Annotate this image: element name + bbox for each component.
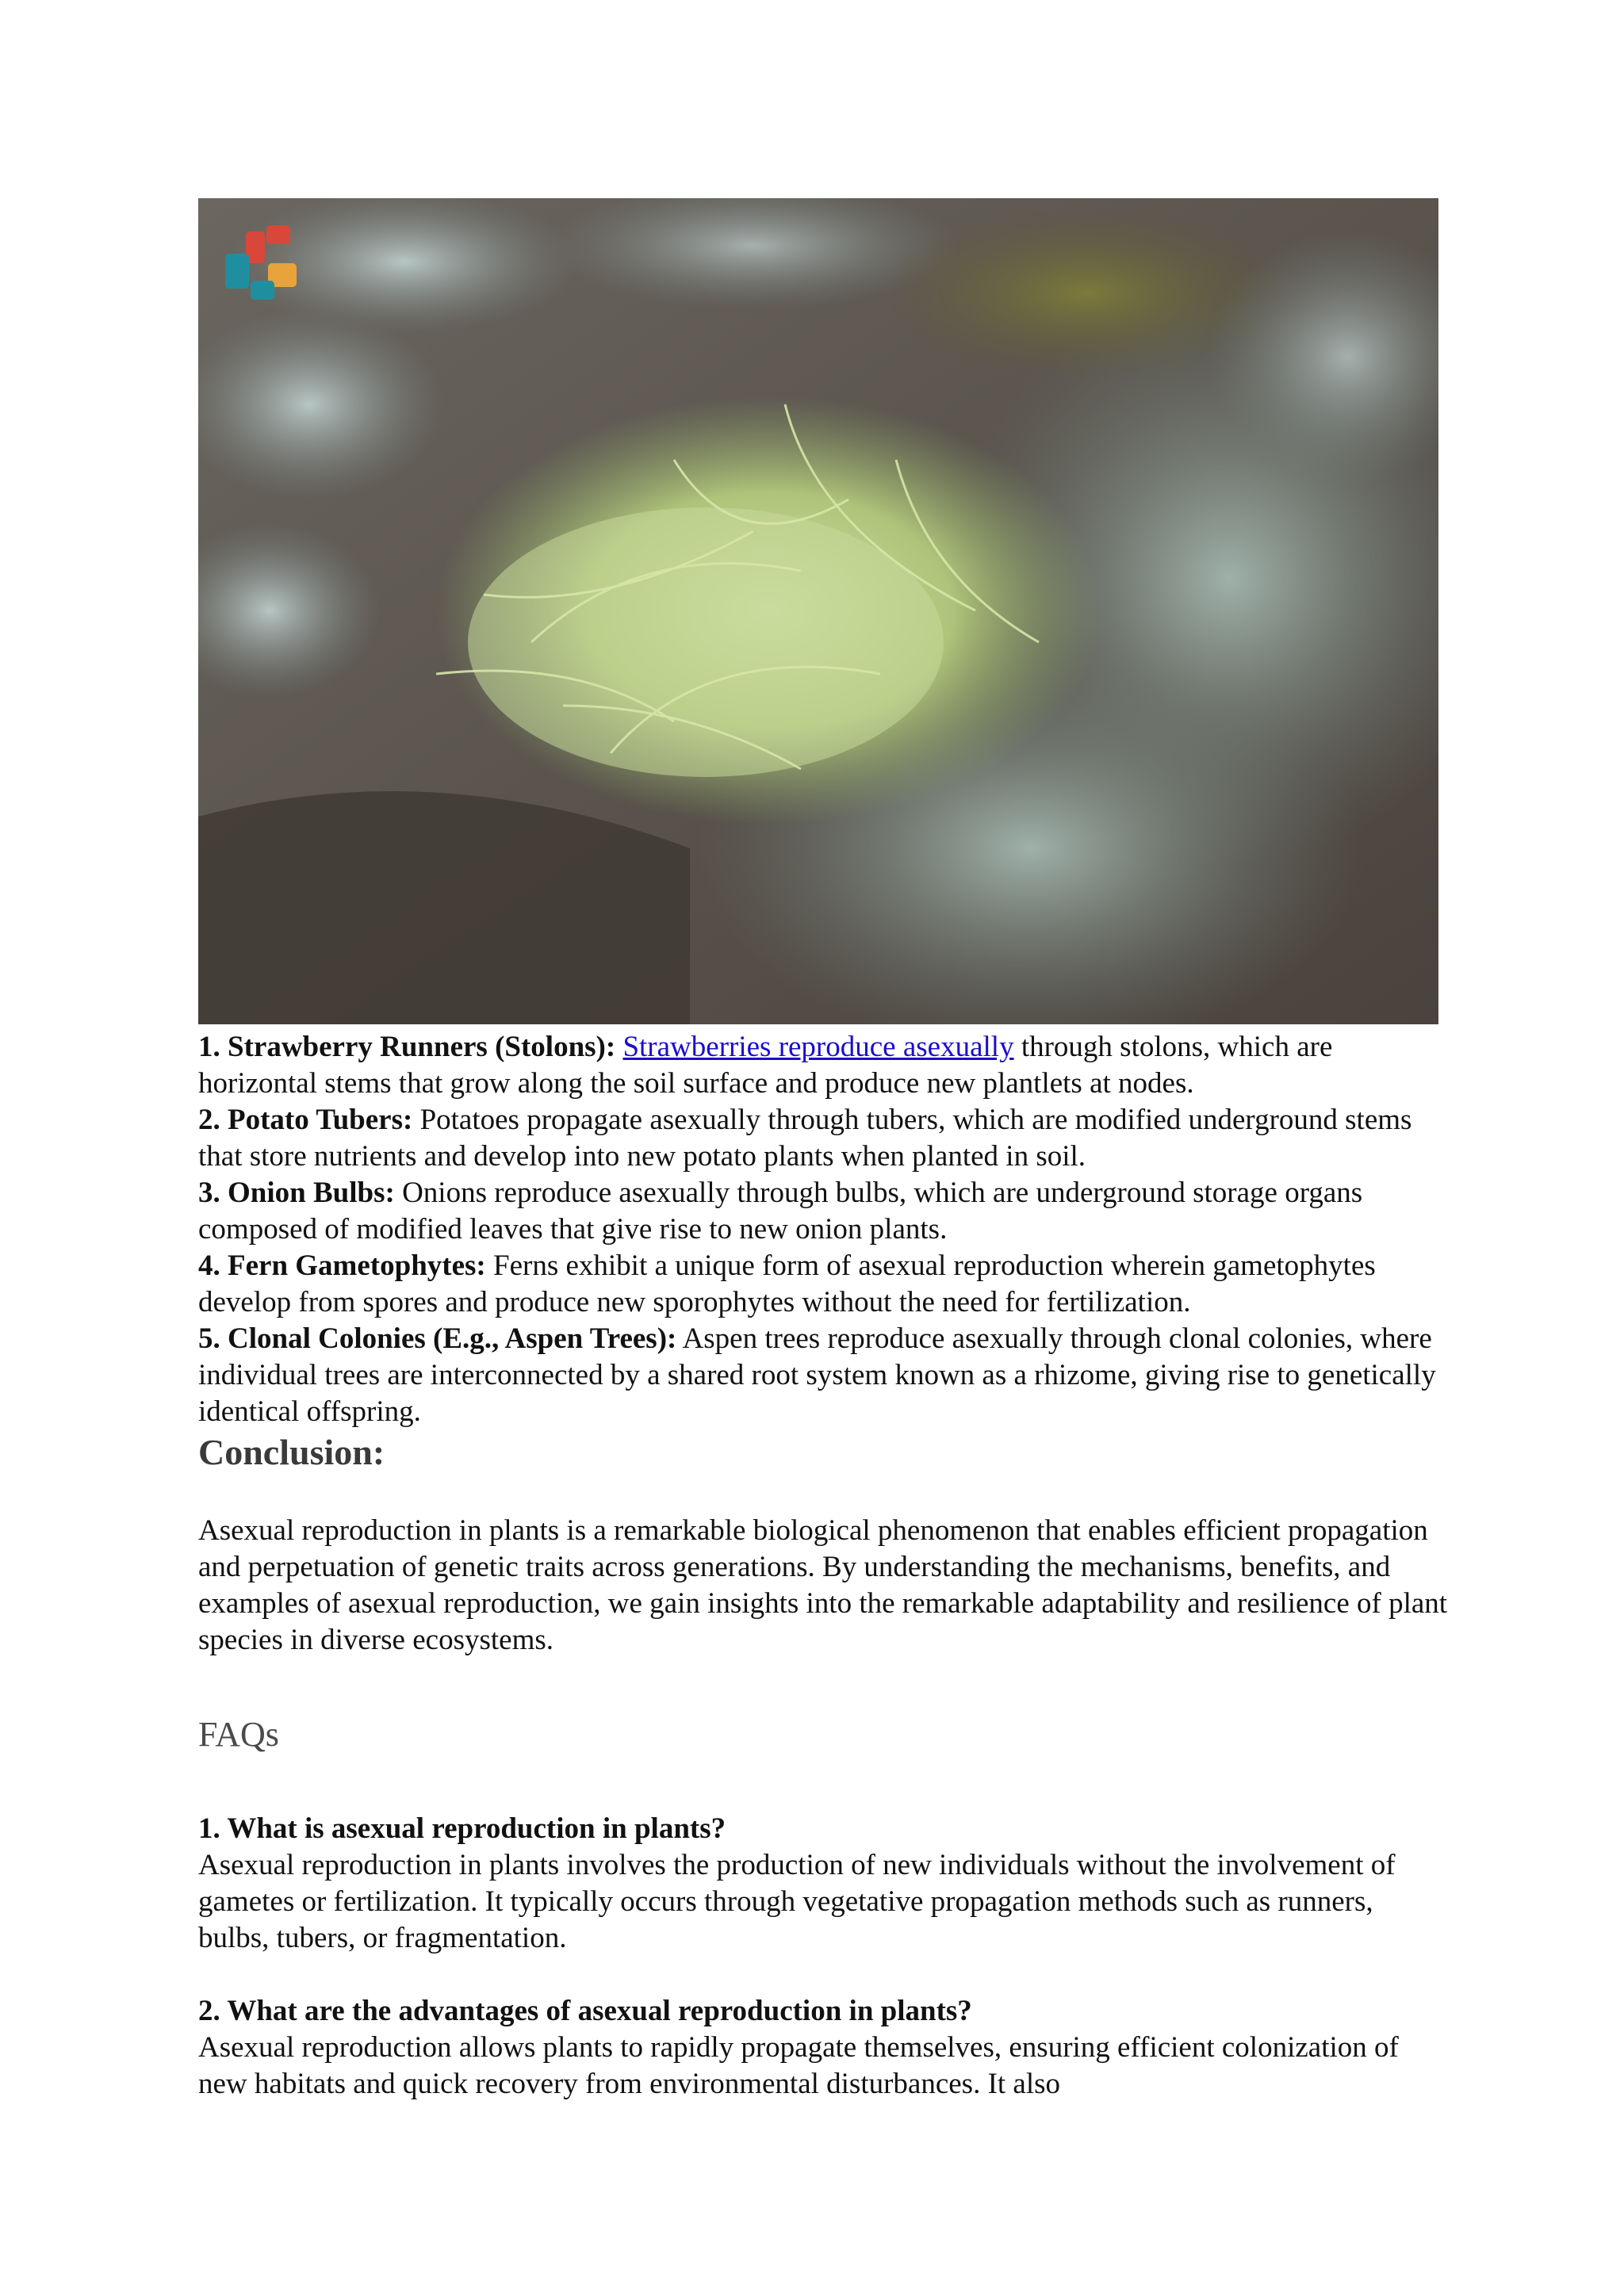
faqs-heading: FAQs xyxy=(198,1715,279,1754)
conclusion-heading: Conclusion: xyxy=(198,1432,385,1472)
spacer xyxy=(198,1757,1451,1811)
example-title: 4. Fern Gametophytes: xyxy=(198,1249,486,1282)
article-content xyxy=(198,1029,1451,2103)
example-title: 5. Clonal Colonies (E.g., Aspen Trees): xyxy=(198,1322,677,1355)
example-fern xyxy=(198,1248,1451,1321)
example-strawberry xyxy=(198,1029,1451,1102)
example-onion xyxy=(198,1175,1451,1248)
example-text: Potatoes propagate asexually through tubers, which are modified underground stems that store nutrients and develop into new potato plants when planted in soil. xyxy=(198,1104,1412,1173)
example-text: Ferns exhibit a unique form of asexual reproduction wherein gametophytes develop from spores and produce new sporophytes without the need for fertilization. xyxy=(198,1249,1376,1318)
example-potato xyxy=(198,1102,1451,1175)
faq-question: 1. What is asexual reproduction in plants? xyxy=(198,1812,726,1845)
strawberry-link[interactable]: Strawberries reproduce asexually xyxy=(622,1031,1014,1063)
example-aspen xyxy=(198,1321,1451,1430)
spacer xyxy=(198,1659,1451,1712)
example-text: Aspen trees reproduce asexually through clonal colonies, where individual trees are interconnected by a shared root system known as a rhizome, giving rise to genetically identical offspring. xyxy=(198,1322,1436,1428)
conclusion-text: Asexual reproduction in plants is a remarkable biological phenomenon that enables efficient propagation and perpetuation of genetic traits across generations. By understanding the mechanisms, benefits, and examples of asexual reproduction, we gain insights into the remarkable adaptability and resilience of plant species in diverse ecosystems. xyxy=(198,1514,1448,1656)
lichen-photo xyxy=(198,198,1438,1024)
faq-answer: Asexual reproduction in plants involves the production of new individuals without the involvement of gametes or fertilization. It typically occurs through vegetative propagation methods such as runners, bulbs, tubers, or fragmentation. xyxy=(198,1849,1396,1954)
example-title: 3. Onion Bulbs: xyxy=(198,1177,395,1209)
faq-answer: Asexual reproduction allows plants to rapidly propagate themselves, ensuring efficient colonization of new habitats and quick recovery from environmental disturbances. It also xyxy=(198,2031,1399,2100)
example-text: Onions reproduce asexually through bulbs, which are underground storage organs composed of modified leaves that give rise to new onion plants. xyxy=(198,1177,1363,1246)
lichen-photo-icon xyxy=(198,198,1438,1024)
faq-question: 2. What are the advantages of asexual reproduction in plants? xyxy=(198,1995,972,2027)
spacer xyxy=(198,1475,1451,1513)
example-title: 2. Potato Tubers: xyxy=(198,1104,413,1136)
example-title: 1. Strawberry Runners (Stolons): xyxy=(198,1031,616,1063)
example-text: through stolons, which are horizontal stems that grow along the soil surface and produce new plantlets at nodes. xyxy=(198,1031,1333,1100)
spacer xyxy=(198,1957,1451,1993)
